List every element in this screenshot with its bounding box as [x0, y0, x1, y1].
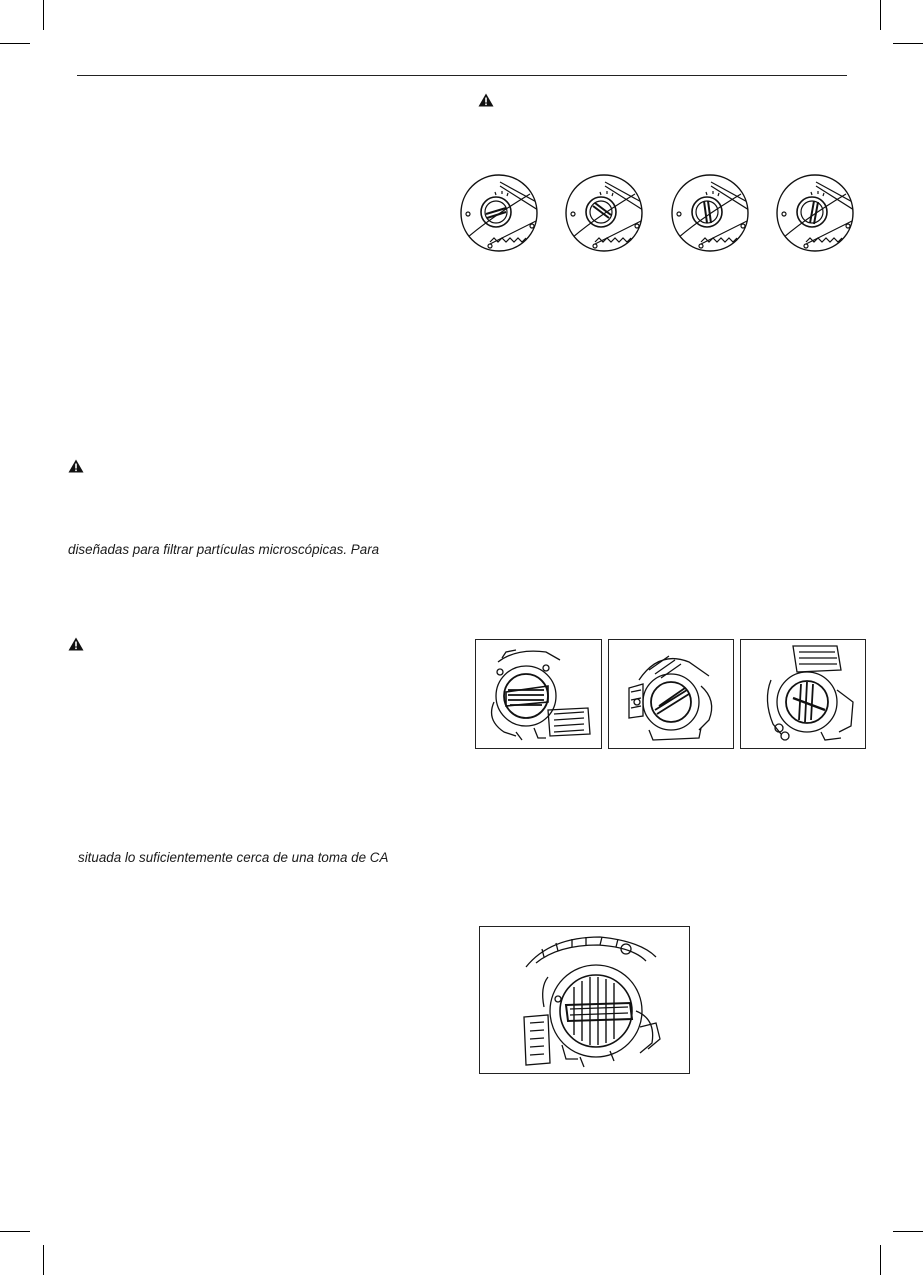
body-text-outlet-line: situada lo suficientemente cerca de una toma de CA	[78, 850, 389, 865]
air-mover-illustration	[480, 927, 688, 1072]
air-mover-illustration	[476, 640, 600, 747]
crop-mark-tl-h	[0, 43, 30, 44]
warning-triangle-icon	[68, 459, 84, 473]
crop-mark-br-h	[893, 1231, 923, 1232]
crop-mark-bl-v	[43, 1245, 44, 1275]
blower-main-frame	[479, 926, 690, 1074]
crop-mark-tr-h	[893, 43, 923, 44]
speed-dial-icon	[671, 174, 749, 252]
blower-position-frame	[475, 639, 602, 749]
body-text-filter-line: diseñadas para filtrar partículas microscópicas. Para	[68, 542, 380, 557]
blower-position-frame	[740, 639, 866, 749]
speed-dial-icon	[776, 174, 854, 252]
header-rule	[77, 75, 847, 76]
crop-mark-tr-v	[880, 0, 881, 30]
speed-dial-icon	[565, 174, 643, 252]
air-mover-illustration	[609, 640, 732, 747]
speed-dial-icon	[460, 174, 538, 252]
crop-mark-bl-h	[0, 1231, 30, 1232]
warning-triangle-icon	[68, 637, 84, 651]
blower-position-frame	[608, 639, 734, 749]
crop-mark-br-v	[880, 1245, 881, 1275]
air-mover-illustration	[741, 640, 864, 747]
warning-triangle-icon	[478, 93, 494, 107]
crop-mark-tl-v	[43, 0, 44, 30]
